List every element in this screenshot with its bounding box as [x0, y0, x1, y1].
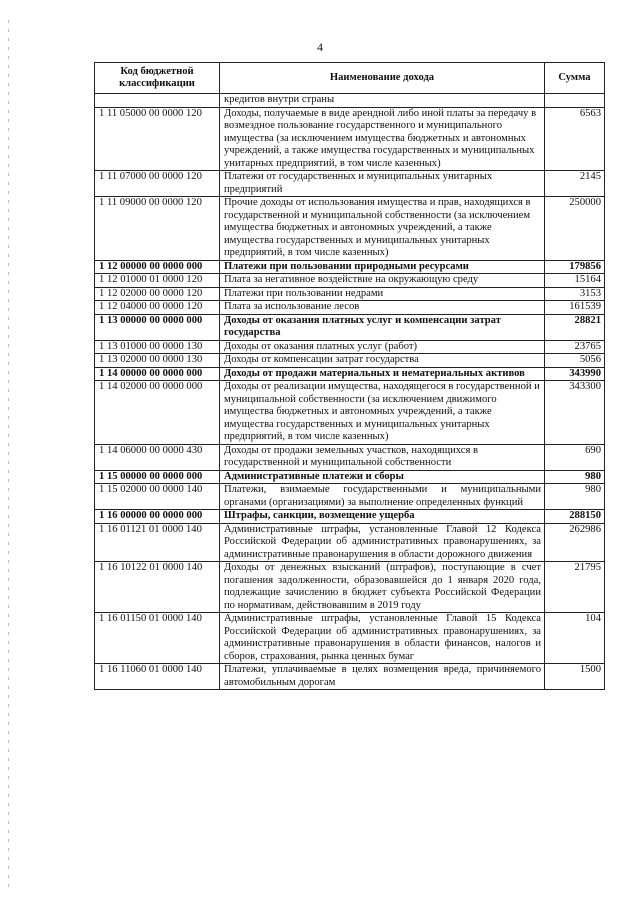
table-row: [95, 613, 605, 664]
row-name: кредитов внутри страны: [220, 94, 545, 108]
row-code: 1 12 00000 00 0000 000: [95, 260, 220, 274]
row-amount: 980: [545, 470, 605, 484]
table-row: [95, 274, 605, 288]
row-amount: 980: [545, 484, 605, 510]
row-name: Плата за использование лесов: [220, 301, 545, 315]
row-name: Доходы от оказания платных услуг и компенсации затрат государства: [220, 314, 545, 340]
table-row: [95, 260, 605, 274]
row-name: Платежи, взимаемые государственными и муниципальными органами (организациями) за выполнение определенных функций: [220, 484, 545, 510]
table-row: [95, 381, 605, 445]
row-amount: 179856: [545, 260, 605, 274]
header-code: Код бюджетной классификации: [95, 63, 220, 94]
row-amount: 5056: [545, 354, 605, 368]
row-code: 1 16 01150 01 0000 140: [95, 613, 220, 664]
row-amount: 262986: [545, 523, 605, 562]
row-name: Административные платежи и сборы: [220, 470, 545, 484]
table-row: [95, 197, 605, 261]
row-code: 1 14 02000 00 0000 000: [95, 381, 220, 445]
row-name: Административные штрафы, установленные Главой 12 Кодекса Российской Федерации об административных правонарушениях, за административные правонарушения в области дорожного движения: [220, 523, 545, 562]
row-name: Доходы от компенсации затрат государства: [220, 354, 545, 368]
row-code: 1 13 01000 00 0000 130: [95, 340, 220, 354]
row-name: Платежи от государственных и муниципальных унитарных предприятий: [220, 171, 545, 197]
table-row: [95, 171, 605, 197]
row-amount: 161539: [545, 301, 605, 315]
row-amount: 690: [545, 444, 605, 470]
row-code: [95, 94, 220, 108]
row-name: Доходы от реализации имущества, находящегося в государственной и муниципальной собственности (за исключением движимого имущества бюджетных и автономных учреждений, а также имущества государственных и муниципальных унитарных предприятий, в том числе казенных): [220, 381, 545, 445]
row-amount: 28821: [545, 314, 605, 340]
table-row: [95, 484, 605, 510]
binding-edge-marks: [8, 20, 9, 890]
row-code: 1 15 02000 00 0000 140: [95, 484, 220, 510]
table-row: [95, 94, 605, 108]
row-amount: 343300: [545, 381, 605, 445]
row-code: 1 13 02000 00 0000 130: [95, 354, 220, 368]
row-code: 1 13 00000 00 0000 000: [95, 314, 220, 340]
row-code: 1 14 00000 00 0000 000: [95, 367, 220, 381]
row-code: 1 16 10122 01 0000 140: [95, 562, 220, 613]
row-code: 1 14 06000 00 0000 430: [95, 444, 220, 470]
table-row: [95, 301, 605, 315]
row-code: 1 12 01000 01 0000 120: [95, 274, 220, 288]
revenue-table: [94, 62, 605, 690]
table-row: [95, 523, 605, 562]
table-row: [95, 470, 605, 484]
row-code: 1 12 04000 00 0000 120: [95, 301, 220, 315]
page-number: 4: [317, 40, 323, 54]
row-name: Доходы от продажи земельных участков, находящихся в государственной и муниципальной собственности: [220, 444, 545, 470]
row-amount: [545, 94, 605, 108]
row-name: Платежи при пользовании недрами: [220, 287, 545, 301]
row-name: Доходы от продажи материальных и нематериальных активов: [220, 367, 545, 381]
row-code: 1 15 00000 00 0000 000: [95, 470, 220, 484]
row-code: 1 16 00000 00 0000 000: [95, 510, 220, 524]
table-row: [95, 354, 605, 368]
row-amount: 23765: [545, 340, 605, 354]
table-row: [95, 287, 605, 301]
row-amount: 15164: [545, 274, 605, 288]
table-header-row: [95, 63, 605, 94]
row-code: 1 16 01121 01 0000 140: [95, 523, 220, 562]
row-name: Доходы, получаемые в виде арендной либо иной платы за передачу в возмездное пользование государственного и муниципального имущества (за исключением имущества бюджетных и автономных учреждений, а также имущества государственных и муниципальных унитарных предприятий, в том числе казенных): [220, 107, 545, 171]
row-name: Доходы от оказания платных услуг (работ): [220, 340, 545, 354]
table-row: [95, 367, 605, 381]
row-amount: 1500: [545, 664, 605, 690]
table-body: [95, 94, 605, 690]
table-row: [95, 314, 605, 340]
row-name: Доходы от денежных взысканий (штрафов), поступающие в счет погашения задолженности, образовавшейся до 1 января 2020 года, подлежащие зачислению в бюджет субъекта Российской Федерации по нормативам, действовавшим в 2019 году: [220, 562, 545, 613]
row-amount: 104: [545, 613, 605, 664]
row-name: Платежи, уплачиваемые в целях возмещения вреда, причиняемого автомобильным дорогам: [220, 664, 545, 690]
row-name: Плата за негативное воздействие на окружающую среду: [220, 274, 545, 288]
row-amount: 288150: [545, 510, 605, 524]
header-amount: Сумма: [545, 63, 605, 94]
row-name: Прочие доходы от использования имущества и прав, находящихся в государственной и муниципальной собственности (за исключением имущества бюджетных и автономных учреждений, а также имущества государственных и муниципальных унитарных предприятий, в том числе казенных): [220, 197, 545, 261]
header-name: Наименование дохода: [220, 63, 545, 94]
row-code: 1 11 05000 00 0000 120: [95, 107, 220, 171]
row-code: 1 12 02000 00 0000 120: [95, 287, 220, 301]
row-amount: 2145: [545, 171, 605, 197]
row-amount: 21795: [545, 562, 605, 613]
row-name: Платежи при пользовании природными ресурсами: [220, 260, 545, 274]
row-code: 1 11 07000 00 0000 120: [95, 171, 220, 197]
row-amount: 6563: [545, 107, 605, 171]
row-code: 1 11 09000 00 0000 120: [95, 197, 220, 261]
table-row: [95, 510, 605, 524]
row-name: Административные штрафы, установленные Главой 15 Кодекса Российской Федерации об административных правонарушениях, за административные правонарушения в области финансов, налогов и сборов, страхования, рынка ценных бумаг: [220, 613, 545, 664]
row-amount: 250000: [545, 197, 605, 261]
row-code: 1 16 11060 01 0000 140: [95, 664, 220, 690]
row-name: Штрафы, санкции, возмещение ущерба: [220, 510, 545, 524]
row-amount: 343990: [545, 367, 605, 381]
row-amount: 3153: [545, 287, 605, 301]
table-row: [95, 664, 605, 690]
table-row: [95, 444, 605, 470]
table-row: [95, 340, 605, 354]
table-row: [95, 562, 605, 613]
table-row: [95, 107, 605, 171]
